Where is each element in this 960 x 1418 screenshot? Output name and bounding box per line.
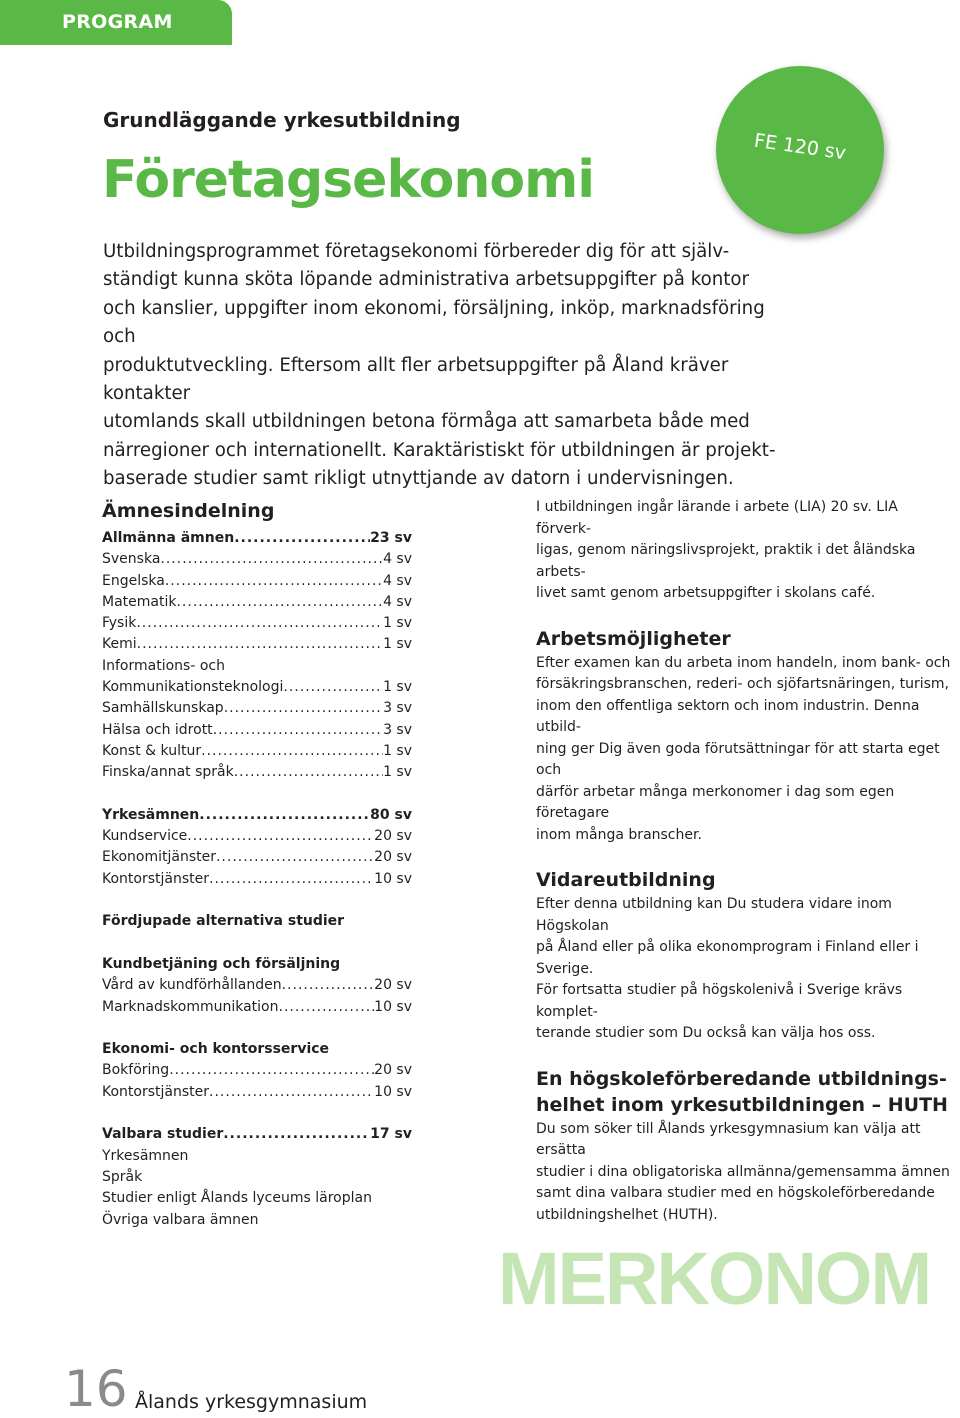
subject-row: Svenska ..... 4 sv — [102, 549, 412, 570]
subject-row: Bokföring ..... 20 sv — [102, 1060, 412, 1081]
intro-line: utomlands skall utbildningen betona förmåga att samarbeta både med — [103, 411, 750, 433]
further-education-line: Efter denna utbildning kan Du studera vidare inom Högskolan — [536, 896, 892, 934]
lia-paragraph — [536, 497, 956, 605]
further-education-line: terande studier som Du också kan välja hos oss. — [536, 1025, 876, 1041]
elective-item: Yrkesämnen — [102, 1147, 189, 1164]
subject-row: Marknadskommunikation ..... 10 sv — [102, 997, 412, 1018]
program-info-column — [536, 497, 956, 1226]
lia-line: ligas, genom näringslivsprojekt, praktik i det åländska arbets- — [536, 542, 916, 580]
subject-row-label: Informations- och — [102, 657, 225, 674]
intro-line: närregioner och internationellt. Karaktäristiskt för utbildningen är projekt- — [103, 439, 776, 461]
elective-item: Språk — [102, 1168, 143, 1185]
career-section — [536, 627, 956, 847]
subject-row: Kemi ..... 1 sv — [102, 634, 412, 655]
subject-row: Kontorstjänster ..... 10 sv — [102, 1082, 412, 1103]
page-title: Företagsekonomi — [102, 150, 595, 210]
career-line: Efter examen kan du arbeta inom handeln, inom bank- och — [536, 654, 951, 671]
subject-row: Kommunikationsteknologi ..... 1 sv — [102, 677, 412, 698]
huth-line: studier i dina obligatoriska allmänna/gemensamma ämnen — [536, 1163, 950, 1180]
elective-item: Övriga valbara ämnen — [102, 1211, 259, 1228]
further-education-line: För fortsatta studier på högskolenivå i Sverige krävs komplet- — [536, 982, 903, 1020]
huth-heading: helhet inom yrkesutbildningen – HUTH — [536, 1093, 948, 1116]
credits-badge-label: FE 120 sv — [752, 129, 848, 165]
subject-row: Fysik ..... 1 sv — [102, 613, 412, 634]
subject-row: Kundservice ..... 20 sv — [102, 826, 412, 847]
subject-row: Engelska ..... 4 sv — [102, 571, 412, 592]
elective-item: Studier enligt Ålands lyceums läroplan — [102, 1190, 372, 1207]
career-line: inom många branscher. — [536, 826, 702, 843]
subject-row: Samhällskunskap ..... 3 sv — [102, 698, 412, 719]
subject-list-heading: Ämnesindelning — [102, 500, 275, 522]
subject-list — [102, 498, 412, 1231]
career-line: därför arbetar många merkonomer i dag som egen företagare — [536, 783, 895, 821]
subject-row: Matematik ..... 4 sv — [102, 592, 412, 613]
elective-studies-total: Valbara studier ..... 17 sv — [102, 1124, 412, 1145]
section-tab — [0, 0, 232, 45]
credits-badge — [716, 66, 884, 234]
lia-line: livet samt genom arbetsuppgifter i skolans café. — [536, 585, 876, 601]
page-number: 16 — [64, 1360, 128, 1418]
career-line: inom den offentliga sektorn och inom industrin. Denna utbild- — [536, 697, 920, 735]
intro-line: Utbildningsprogrammet företagsekonomi förbereder dig för att själv- — [103, 241, 730, 262]
advanced-studies-heading: Fördjupade alternativa studier — [102, 913, 345, 930]
subject-row: Konst & kultur ..... 1 sv — [102, 741, 412, 762]
huth-heading: En högskoleförberedande utbildnings- — [536, 1067, 947, 1090]
huth-line: utbildningshelhet (HUTH). — [536, 1206, 718, 1223]
intro-paragraph — [103, 238, 803, 494]
intro-line: ständigt kunna sköta löpande administrativa arbetsuppgifter på kontor — [103, 269, 750, 291]
career-line: ning ger Dig även goda förutsättningar för att starta eget och — [536, 740, 940, 778]
general-subjects-total: Allmänna ämnen ..... 23 sv — [102, 528, 412, 549]
customer-service-heading: Kundbetjäning och försäljning — [102, 955, 341, 972]
further-education-section — [536, 868, 956, 1045]
career-line: försäkringsbranschen, rederi- och sjöfartsnäringen, turism, — [536, 676, 949, 692]
subject-row: Hälsa och idrott ..... 3 sv — [102, 720, 412, 741]
subject-row: Kontorstjänster ..... 10 sv — [102, 869, 412, 890]
huth-line: Du som söker till Ålands yrkesgymnasium kan välja att ersätta — [536, 1120, 921, 1158]
merkonom-logo: MERKONOM — [498, 1237, 931, 1320]
school-name: Ålands yrkesgymnasium — [135, 1391, 368, 1413]
huth-section — [536, 1067, 956, 1227]
intro-line: produktutveckling. Eftersom allt fler arbetsuppgifter på Åland kräver kontakter — [103, 354, 729, 405]
further-education-heading: Vidareutbildning — [536, 869, 716, 891]
intro-line: och kanslier, uppgifter inom ekonomi, försäljning, inköp, marknadsföring och — [103, 297, 765, 348]
lia-line: I utbildningen ingår lärande i arbete (LIA) 20 sv. LIA förverk- — [536, 499, 898, 537]
economy-office-heading: Ekonomi- och kontorsservice — [102, 1041, 330, 1058]
subject-row: Vård av kundförhållanden ..... 20 sv — [102, 975, 412, 996]
career-heading: Arbetsmöjligheter — [536, 627, 731, 650]
section-tab-label: PROGRAM — [62, 11, 173, 33]
intro-line: baserade studier samt rikligt utnyttjande av datorn i undervisningen. — [103, 468, 734, 490]
subject-row: Ekonomitjänster ..... 20 sv — [102, 847, 412, 868]
subject-row: Finska/annat språk ..... 1 sv — [102, 762, 412, 783]
huth-line: samt dina valbara studier med en högskoleförberedande — [536, 1185, 935, 1201]
page-subtitle: Grundläggande yrkesutbildning — [103, 108, 461, 132]
vocational-subjects-total: Yrkesämnen ..... 80 sv — [102, 805, 412, 826]
further-education-line: på Åland eller på olika ekonomprogram i Finland eller i Sverige. — [536, 939, 919, 977]
